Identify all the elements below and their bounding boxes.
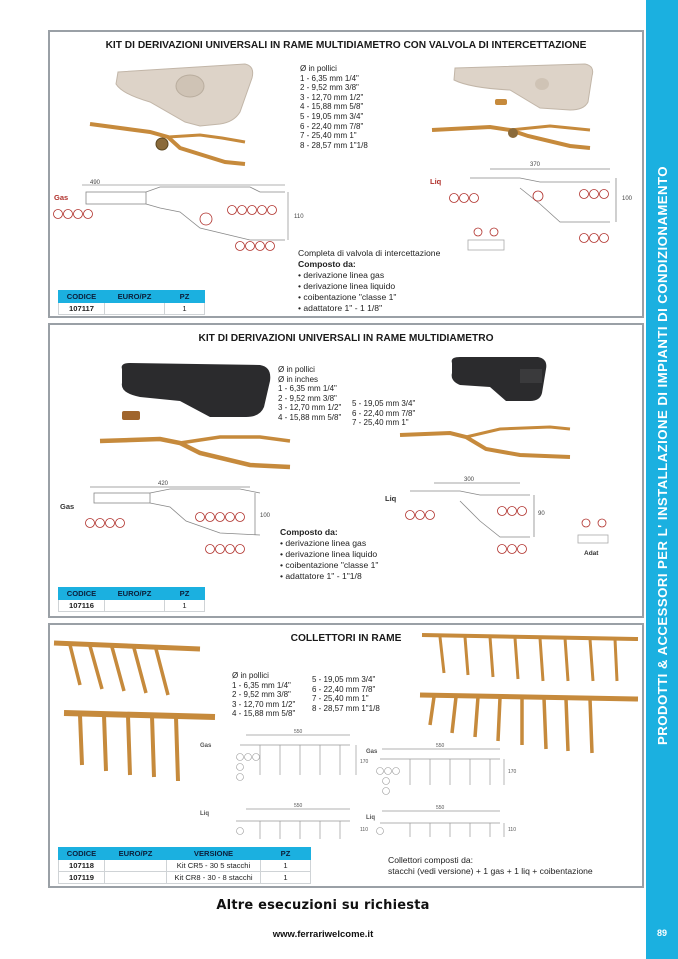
spec-line: Ø in pollici	[300, 64, 337, 73]
spec-line: 5 - 19,05 mm 3/4"	[352, 399, 416, 408]
spec-line: 3 - 12,70 mm 1/2"	[300, 92, 364, 102]
spec-line: 1 - 6,35 mm 1/4"	[278, 384, 337, 394]
price-table	[58, 290, 205, 315]
diameter-spec-list	[278, 365, 341, 423]
dim-label: 370	[530, 162, 541, 168]
description-heading: Composto da:	[280, 527, 338, 537]
spec-line: 1 - 6,35 mm 1/4"	[300, 73, 359, 83]
code-cell: 107116	[59, 600, 105, 612]
code-cell: 107119	[59, 872, 105, 884]
table-header: CODICE	[59, 588, 105, 600]
description-text: stacchi (vedi versione) + 1 gas + 1 liq + coibentazione	[388, 866, 593, 876]
price-cell	[105, 860, 167, 872]
dim-label: 110	[508, 827, 516, 833]
custom-orders-note: Altre esecuzioni su richiesta	[216, 898, 430, 913]
description-item: • adattatore 1" - 1 1/8"	[298, 303, 383, 313]
section-copper-manifolds	[48, 623, 644, 888]
section-kit-with-valve	[48, 30, 644, 318]
dim-label: 100	[260, 513, 271, 519]
spec-line: 4 - 15,88 mm 5/8"	[300, 102, 364, 112]
description-heading: Composto da:	[298, 259, 356, 269]
qty-cell: 1	[165, 600, 205, 612]
table-header: EURO/PZ	[105, 588, 165, 600]
price-cell	[105, 872, 167, 884]
price-cell	[105, 600, 165, 612]
insulation-image-right	[454, 64, 593, 110]
price-table	[58, 587, 205, 612]
dim-label: 550	[436, 743, 445, 749]
table-row	[59, 872, 311, 884]
spec-line: Ø in pollici	[278, 365, 315, 374]
insulation-image	[122, 363, 271, 417]
spec-line: 3 - 12,70 mm 1/2"	[232, 699, 296, 709]
diameter-spec-list-2	[312, 675, 380, 713]
spec-line: 6 - 22,40 mm 7/8"	[312, 684, 376, 694]
table-row	[59, 860, 311, 872]
spec-line: 2 - 9,52 mm 3/8"	[300, 83, 359, 93]
copper-branch-image	[100, 439, 290, 467]
section-title: KIT DI DERIVAZIONI UNIVERSALI IN RAME MULTIDIAMETRO CON VALVOLA DI INTERCETTAZIONE	[105, 40, 587, 51]
description-intro: Completa di valvola di intercettazione	[298, 248, 441, 258]
liq-label: Liq	[200, 811, 209, 817]
dim-label: 110	[360, 827, 368, 833]
table-header: CODICE	[59, 291, 105, 303]
page-number: 89	[656, 928, 667, 938]
description-item: • derivazione linea gas	[298, 270, 385, 280]
version-cell: Kit CR5 - 30 5 stacchi	[167, 860, 261, 872]
spec-line: 7 - 25,40 mm 1"	[300, 131, 357, 141]
gas-label: Gas	[60, 502, 75, 511]
price-table	[58, 847, 311, 884]
table-header: VERSIONE	[167, 848, 261, 860]
spec-line: 8 - 28,57 mm 1"1/8	[300, 140, 368, 150]
liq-label: Liq	[366, 815, 375, 821]
description-item: • adattatore 1" - 1"1/8	[280, 571, 362, 581]
kit-description	[280, 527, 378, 582]
manifold-5-image	[54, 643, 215, 781]
table-header: CODICE	[59, 848, 105, 860]
manifold-8-image	[420, 635, 638, 753]
description-item: • coibentazione "classe 1"	[298, 292, 397, 302]
liq-drawing	[470, 169, 616, 222]
liq-label: Liq	[385, 494, 397, 503]
adapter-label: Adat	[584, 550, 599, 557]
description-item: • coibentazione "classe 1"	[280, 560, 379, 570]
spec-line: 5 - 19,05 mm 3/4"	[300, 111, 364, 121]
section-kit-multidiameter	[48, 323, 644, 618]
version-cell: Kit CR8 - 30 - 8 stacchi	[167, 872, 261, 884]
spec-line: 6 - 22,40 mm 7/8"	[352, 408, 416, 418]
qty-cell: 1	[261, 872, 311, 884]
description-item: • derivazione linea gas	[280, 538, 367, 548]
description-heading: Collettori composti da:	[388, 855, 474, 865]
spec-line: Ø in inches	[278, 374, 319, 384]
liq-drawing	[410, 483, 534, 537]
spec-line: 2 - 9,52 mm 3/8"	[278, 393, 337, 403]
spec-line: 3 - 12,70 mm 1/2"	[278, 403, 342, 413]
table-header: EURO/PZ	[105, 848, 167, 860]
diameter-spec-list	[300, 64, 368, 150]
dim-label: 170	[508, 769, 517, 775]
spec-line: 4 - 15,88 mm 5/8"	[278, 412, 342, 422]
spec-line: Ø in pollici	[232, 671, 269, 680]
sidebar-text: PRODOTTI & ACCESSORI PER L' INSTALLAZIONE DI IMPIANTI DI CONDIZIONAMENTO	[654, 165, 670, 745]
dim-label: 420	[158, 481, 169, 487]
table-header: EURO/PZ	[105, 291, 165, 303]
website-link[interactable]: www.ferrariwelcome.it	[272, 929, 374, 940]
table-header: PZ	[261, 848, 311, 860]
description-item: • derivazione linea liquido	[298, 281, 396, 291]
dim-label: 550	[436, 805, 445, 811]
table-row	[59, 600, 205, 612]
spec-line: 4 - 15,88 mm 5/8"	[232, 709, 296, 719]
adapter-image	[122, 411, 140, 420]
gas-label: Gas	[200, 743, 212, 749]
liq-label: Liq	[430, 177, 442, 186]
table-header: PZ	[165, 291, 205, 303]
copper-branch-image-right	[400, 433, 570, 457]
price-cell	[105, 303, 165, 315]
spec-line: 5 - 19,05 mm 3/4"	[312, 675, 376, 684]
dim-label: 100	[622, 196, 633, 202]
spec-line: 8 - 28,57 mm 1"1/8	[312, 703, 380, 713]
manifold-description	[388, 855, 593, 877]
dim-label: 90	[538, 511, 545, 517]
spec-line: 1 - 6,35 mm 1/4"	[232, 680, 291, 690]
spec-line: 2 - 9,52 mm 3/8"	[232, 690, 291, 700]
section-title: COLLETTORI IN RAME	[290, 633, 402, 644]
spec-line: 6 - 22,40 mm 7/8"	[300, 121, 364, 131]
dim-label: 300	[464, 477, 475, 483]
table-row	[59, 303, 205, 315]
table-header: PZ	[165, 588, 205, 600]
spec-line: 7 - 25,40 mm 1"	[352, 418, 409, 428]
kit-description	[298, 248, 440, 314]
gas-drawing	[82, 185, 288, 240]
dim-label: 550	[294, 803, 303, 809]
section-title: KIT DI DERIVAZIONI UNIVERSALI IN RAME MULTIDIAMETRO	[198, 333, 494, 344]
dim-label: 490	[90, 180, 101, 186]
diameter-spec-list	[232, 671, 295, 719]
size-markers	[54, 206, 277, 251]
code-cell: 107117	[59, 303, 105, 315]
description-item: • derivazione linea liquido	[280, 549, 378, 559]
code-cell: 107118	[59, 860, 105, 872]
diameter-spec-list-2	[352, 399, 415, 428]
dim-label: 550	[294, 729, 303, 735]
gas-drawing	[90, 487, 260, 535]
gas-label: Gas	[54, 193, 69, 202]
sidebar-title	[646, 0, 678, 910]
dim-label: 170	[360, 759, 369, 765]
qty-cell: 1	[165, 303, 205, 315]
dim-label: 110	[294, 214, 304, 220]
spec-line: 7 - 25,40 mm 1"	[312, 694, 369, 704]
gas-label: Gas	[366, 749, 378, 755]
qty-cell: 1	[261, 860, 311, 872]
